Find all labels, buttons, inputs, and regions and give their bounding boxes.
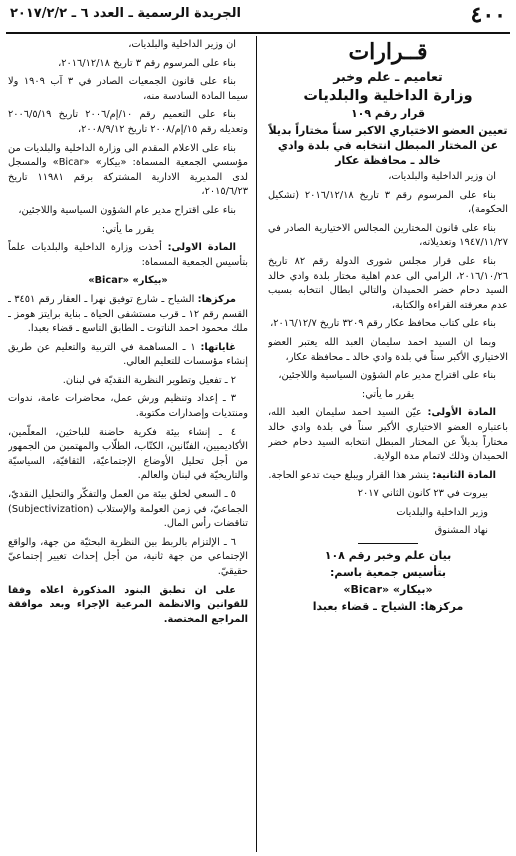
header-rule [6,32,510,34]
preamble-line: وبما ان السيد احمد سليمان العبد الله يعتبر العضو الاختياري الأكبر سناً في بلدة وادي خالد ـ محافظة عكار، [268,336,508,363]
seat-label: مركزها: [197,293,236,305]
right-column [268,38,508,850]
article-1-label: المادة الاولى: [167,242,236,254]
article-2-text: ينشر هذا القرار ويبلغ حيث تدعو الحاجة. [268,469,430,481]
goal-1: ١ ـ المساهمة في التربية والتعليم عن طريق إنشاء مؤسسات للتعليم العالي. [8,341,248,368]
section-title: قــرارات [348,39,428,65]
gazette-title: الجريدة الرسمية ـ العدد ٦ ـ ٢٠١٧/٢/٢ [10,6,241,21]
signature-name: نهاد المشنوق [434,525,488,537]
article-1-text: أخذت وزارة الداخلية والبلديات علماً بتأسيس الجمعية المسماة: [8,242,248,268]
preamble-line: ان وزير الداخلية والبلديات، [388,171,496,182]
goal-5: ٥ ـ السعي لخلق بيئة من العمل والتفكّر والتحليل النقديّ، الجماعيّ، في زمن العولمة والإستلاب (Subjectivization) تناقضات رأس المال. [8,489,248,530]
association-name: «بيكار» «Bicar» [88,275,168,287]
notice-association-name: «بيكار» «Bicar» [343,583,433,597]
preamble-line: بناء على المرسوم رقم ٣ تاريخ ٢٠١٦/١٢/١٨، [58,57,236,69]
preamble-line: بناء على التعميم رقم ١٠/إم/٢٠٠٦ تاريخ ٢٠٠٦/٥/١٩ وتعديله رقم ١٥/إم/٢٠٠٨ تاريخ ٢٠٠٨/٩/١٢، [8,109,248,135]
notice-title: بيان علم وخبر رقم ١٠٨ [324,549,452,563]
association-goals [8,341,248,370]
article-1-label: المادة الأولى: [427,407,497,419]
article-2 [268,469,508,484]
preamble-line: بناء على اقتراح مدير عام الشؤون السياسية واللاجئين، [278,370,496,382]
decision-title: تعيين العضو الاختياري الاكبر سناً مختاراً بديلاً عن المختار المبطل انتخابه في بلدة وادي خالد ـ محافظة عكار [268,124,508,167]
signature-place-date: بيروت في ٢٣ كانون الثاني ٢٠١٧ [357,488,488,500]
preamble-line: بناء على قانون الجمعيات الصادر في ٣ آب ١٩٠٩ ولا سيما المادة السادسة منه، [8,76,248,102]
goals-label: غاياتها: [200,341,236,353]
preamble-line: بناء على قرار مجلس شورى الدولة رقم ٨٢ تاريخ ٢٠١٦/١٠/٢٦، الرامي الى عدم اهلية مختار بلدة وادي خالد السيد دحام خضر الحميدان والتالي ابطال انتخابه بسبب عدم معرفته القراءة والكتابة، [268,255,508,311]
column-divider [256,36,257,852]
goal-6: ٦ ـ الإلتزام بالربط بين النظرية البحثيّة من جهة، والواقع الإجتماعي من جهة ثانية، من أجل إحداث تغيير إجتماعيّ حقيقيّ. [8,536,248,577]
decision-number: قرار رقم ١٠٩ [350,107,426,120]
preamble-line: ان وزير الداخلية والبلديات، [128,39,236,50]
notice-subtitle: بتأسيس جمعية باسم: [329,566,447,580]
article-1 [8,241,248,270]
goal-2: ٢ ـ تفعيل وتطوير النظرية النقديّة في لبنان. [62,374,236,386]
preamble-line: بناء على اقتراح مدير عام الشؤون السياسية واللاجئين، [18,204,236,216]
goal-4: ٤ ـ إنشاء بيئة فكرية حاضنة للباحثين، المعلّمين، الأكاديميين، الفنّانين، الكتّاب، الطلّاب والمهتمين من الجمهور من أجل تحليل الأوضاع الإجتماعيّة، الثقافيّة، السياسيّة والتاريخيّة في لبنان والعالم. [8,426,248,482]
page-header [0,0,516,34]
final-clause: على ان تطبق البنود المذكورة اعلاه وفقا للقوانين والانظمة المرعية الإجراء وبعد موافقة المراجع المختصة. [8,584,248,625]
seat-text: الشياح ـ شارع توفيق نهرا ـ العقار رقم ٣٤٥١ ـ القسم رقم ١٢ ـ قرب مستشفى الحياة ـ بناية برايتز هومز ـ ملك محمود احمد الناتوت ـ الطابق التاسع ـ قضاء بعبدا. [8,293,248,335]
article-1 [268,406,508,464]
preamble-line: بناء على المرسوم رقم ٣ تاريخ ٢٠١٦/١٢/١٨ (تشكيل الحكومة)، [268,189,508,216]
ministry-title: وزارة الداخلية والبلديات [303,88,473,104]
page-number: ٤٠٠ [470,2,506,28]
notice-seat: مركزها: الشياح ـ قضاء بعبدا [312,600,464,614]
left-column [8,38,248,850]
preamble-line: بناء على كتاب محافظ عكار رقم ٣٢٠٩ تاريخ ٢٠١٦/١٢/٧، [270,318,496,330]
preamble-line: بناء على قانون المختارين المجالس الاختيارية الصادر في ١٩٤٧/١١/٢٧ وتعديلاته، [268,222,508,249]
decides-heading: يقرر ما يأتي: [101,223,155,235]
separator-rule [358,543,418,544]
preamble-line: بناء على الاعلام المقدم الى وزارة الداخلية والبلديات من مؤسسي الجمعية المسماة: «بيكار» «Bicar» والمسجل لدى المديرية الادارية المشتركة برقم ١١٩٨١ تاريخ ٢٠١٥/٦/٢٣، [8,142,248,198]
association-seat [8,293,248,337]
article-1-text: عيّن السيد احمد سليمان العبد الله، باعتباره العضو الاختياري الأكبر سناً في بلدة وادي خالد مختاراً بديلاً عن المختار المبطل انتخابه السيد دحام خضر الحميدان وذلك لاتمام مدة الولاية. [268,407,508,463]
article-2-label: المادة الثانية: [432,469,496,481]
section-subtitle: تعاميم ـ علم وخبر [333,69,443,84]
goal-3: ٣ ـ إعداد وتنظيم ورش عمل، محاضرات عامة، ندوات ومنتديات وإصدارات مكتوبة. [8,393,248,420]
decides-heading: يقرر ما يأتي: [361,388,415,400]
signature-title: وزير الداخلية والبلديات [396,506,488,518]
